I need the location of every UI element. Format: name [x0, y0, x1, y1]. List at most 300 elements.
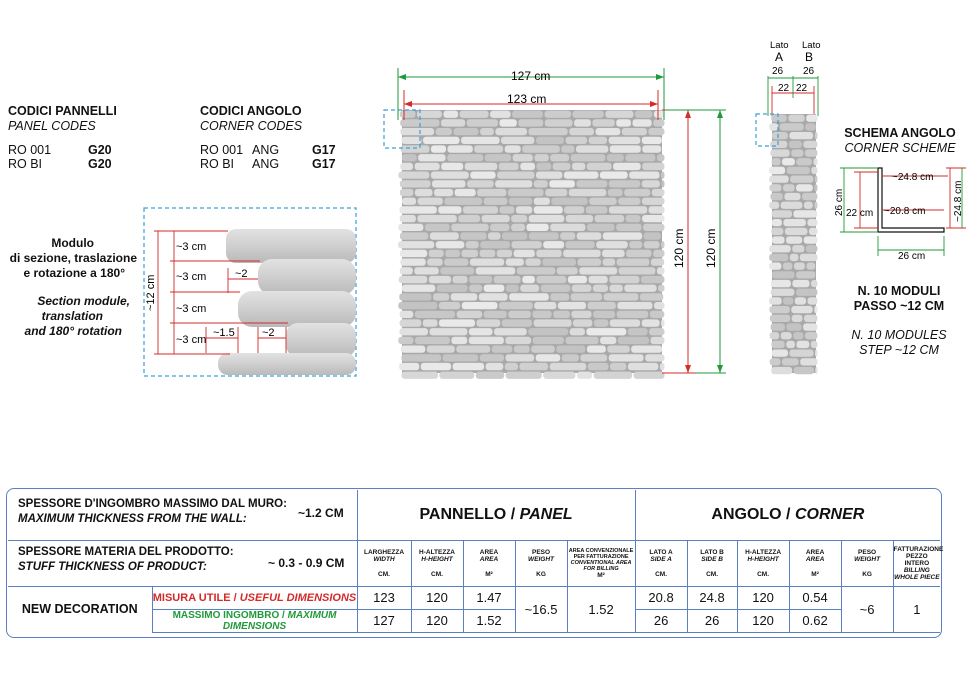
stone [436, 128, 452, 135]
stone [506, 259, 524, 266]
lato-a-inner: 22 [778, 83, 790, 94]
stone [415, 163, 440, 170]
stone [401, 354, 441, 361]
stone [804, 236, 818, 243]
stone [444, 198, 482, 205]
max-height: 120 [411, 609, 463, 632]
stone [226, 229, 356, 263]
module-text-line: e rotazione a 180° [23, 266, 125, 280]
stone [813, 158, 817, 165]
stone [593, 285, 608, 292]
stone [398, 172, 429, 179]
stone [534, 302, 556, 309]
stone [520, 163, 535, 170]
stone [649, 328, 664, 335]
stone [609, 137, 641, 144]
col-header: H-ALTEZZA H-HEIGHT CM. [737, 540, 789, 586]
stone [785, 228, 808, 235]
stone [588, 302, 616, 309]
stone [650, 311, 665, 318]
stone [792, 280, 809, 287]
stone [415, 337, 450, 344]
stone [811, 341, 818, 348]
stone [529, 215, 565, 222]
max-corner-a: 26 [635, 609, 687, 632]
stone [629, 241, 642, 248]
corner-stone-column [769, 114, 818, 374]
stone [811, 167, 817, 174]
panel-header [357, 490, 635, 540]
stone [571, 154, 606, 161]
stone [501, 137, 534, 144]
stone [586, 328, 626, 335]
module-text-line: di sezione, traslazione [9, 251, 137, 265]
col-header: AREA AREA M² [789, 540, 841, 586]
stone [477, 189, 506, 196]
dim-label: ~3 cm [176, 334, 207, 346]
stone [399, 293, 431, 300]
stone [519, 363, 548, 370]
stone [770, 149, 789, 156]
stone [814, 306, 817, 313]
stone [794, 367, 814, 374]
stone [502, 319, 532, 326]
stone [398, 337, 413, 344]
scheme-left-inner: 22 cm [846, 208, 874, 219]
stone [653, 119, 664, 126]
stone [593, 311, 615, 318]
stone [549, 180, 575, 187]
stone [525, 259, 540, 266]
panel-codes [8, 104, 188, 171]
panel-grade: G20 [88, 157, 112, 171]
stone [800, 358, 817, 365]
stone [595, 215, 625, 222]
col-header: PESO WEIGHT KG [841, 540, 893, 586]
stone [576, 180, 607, 187]
stone [657, 154, 665, 161]
stone [793, 210, 817, 217]
stone [796, 289, 818, 296]
stone [616, 119, 631, 126]
stone [571, 293, 602, 300]
stone [634, 372, 665, 379]
stone [610, 285, 623, 292]
stone [454, 128, 479, 135]
lato-a-outer: 26 [772, 66, 784, 77]
stone [586, 206, 608, 213]
stone [451, 293, 478, 300]
stone [490, 224, 509, 231]
stone [511, 215, 527, 222]
stone [781, 202, 803, 209]
stone [566, 241, 595, 248]
stone [807, 219, 817, 226]
stone [455, 189, 476, 196]
stone [815, 367, 817, 374]
panel-inner-width: 123 cm [507, 92, 547, 106]
stone [769, 176, 788, 183]
stone [649, 206, 665, 213]
stone [402, 198, 416, 205]
module-description [0, 236, 137, 339]
stone [461, 250, 478, 257]
stone [461, 137, 500, 144]
panel-grade: G20 [88, 143, 112, 157]
decoration-name: NEW DECORATION [8, 586, 152, 632]
stone [536, 276, 566, 283]
useful-corner-b: 24.8 [687, 586, 737, 609]
stone [528, 328, 568, 335]
stone [802, 193, 818, 200]
module-text-line: translation [41, 309, 103, 323]
stone [460, 232, 486, 239]
stone [499, 302, 533, 309]
stone [543, 372, 575, 379]
max-corner-h: 120 [737, 609, 789, 632]
stone [569, 189, 607, 196]
stone [564, 206, 584, 213]
stone [563, 250, 600, 257]
stone [644, 232, 661, 239]
stone [771, 228, 783, 235]
panel-codes-title: CODICI PANNELLI [8, 104, 117, 118]
stone [806, 245, 818, 252]
stone [771, 323, 785, 330]
col-header: LATO A SIDE A CM. [635, 540, 687, 586]
stone [492, 346, 513, 353]
stone [431, 172, 469, 179]
stone [451, 224, 488, 231]
stone [600, 337, 616, 344]
stone [500, 119, 517, 126]
stone [427, 346, 455, 353]
stone [400, 311, 414, 318]
stone [572, 163, 585, 170]
stone [421, 363, 451, 370]
stone [794, 263, 805, 270]
stone [635, 111, 652, 118]
stone [804, 202, 813, 209]
stone [625, 154, 655, 161]
stone [480, 250, 496, 257]
stone [429, 250, 444, 257]
scheme-right: ~24.8 cm [953, 180, 964, 222]
stone [439, 319, 475, 326]
stone [661, 241, 664, 248]
stone [769, 123, 778, 130]
stone [578, 259, 602, 266]
stone [470, 259, 504, 266]
stone [258, 259, 356, 295]
corner-codes [200, 104, 380, 171]
stone [484, 198, 508, 205]
max-corner-b: 26 [687, 609, 737, 632]
stone [423, 319, 438, 326]
stone [780, 123, 804, 130]
stone [809, 228, 818, 235]
stone [577, 372, 592, 379]
stone [796, 271, 815, 278]
stone [458, 215, 480, 222]
stone [641, 276, 665, 283]
corner-code-suffix: ANG [252, 143, 280, 157]
max-width: 127 [357, 609, 411, 632]
stone [651, 337, 665, 344]
col-header: LATO B SIDE B CM. [687, 540, 737, 586]
stone [529, 232, 559, 239]
stone [592, 119, 614, 126]
max-thickness-it: SPESSORE D'INGOMBRO MASSIMO DAL MURO: [18, 497, 287, 510]
stone [648, 128, 664, 135]
stone [476, 267, 516, 274]
stone [770, 315, 790, 322]
stone [399, 276, 428, 283]
scheme-inner-mid: ~20.8 cm [884, 206, 926, 217]
dim-label: ~3 cm [176, 271, 207, 283]
stone [518, 119, 543, 126]
stone [644, 241, 660, 248]
stone [541, 285, 571, 292]
stone [400, 215, 416, 222]
stone [772, 132, 788, 139]
stone [443, 354, 479, 361]
panel-code-row [8, 143, 188, 157]
stone [402, 372, 439, 379]
stuff-thickness-cell [8, 540, 357, 586]
corner-grade: G17 [312, 157, 336, 171]
stone [520, 285, 539, 292]
stone [589, 198, 617, 205]
stone [516, 206, 532, 213]
stone [469, 285, 482, 292]
stone [218, 353, 356, 375]
stone [607, 346, 630, 353]
stone [545, 119, 573, 126]
module-text-line: Modulo [51, 236, 94, 250]
stone [770, 141, 787, 148]
stone [398, 302, 437, 309]
stone [786, 236, 802, 243]
stone [789, 350, 813, 357]
stone [791, 306, 812, 313]
corner-scheme-subheading: CORNER SCHEME [844, 141, 956, 155]
stone [447, 154, 483, 161]
stone [453, 276, 468, 283]
modules-count-en: N. 10 MODULES [851, 328, 947, 342]
stone [436, 241, 465, 248]
stone [587, 224, 615, 231]
stone [564, 172, 599, 179]
stone [624, 189, 650, 196]
stone [432, 180, 466, 187]
stone [448, 145, 473, 152]
stone [619, 267, 656, 274]
useful-corner-h: 120 [737, 586, 789, 609]
stone [814, 184, 817, 191]
stone [480, 241, 510, 248]
corner-header [635, 490, 940, 540]
stone [400, 180, 431, 187]
lato-b-inner: 22 [796, 83, 808, 94]
stone [596, 241, 628, 248]
stone [477, 319, 501, 326]
stuff-thickness-en: STUFF THICKNESS OF PRODUCT: [18, 561, 207, 573]
modules-step: PASSO ~12 CM [853, 299, 945, 313]
stone [603, 259, 616, 266]
stone [542, 259, 576, 266]
useful-corner-a: 20.8 [635, 586, 687, 609]
stone [400, 267, 413, 274]
stone [570, 328, 585, 335]
dim-label: ~3 cm [176, 303, 207, 315]
stone [463, 206, 498, 213]
stone [568, 276, 587, 283]
stone [771, 289, 795, 296]
stone [815, 176, 818, 183]
scheme-bottom: 26 cm [898, 251, 926, 262]
stone [437, 285, 468, 292]
stone [609, 276, 639, 283]
stone [772, 271, 795, 278]
stone [479, 293, 508, 300]
dim-label: ~3 cm [176, 241, 207, 253]
stone [643, 224, 664, 231]
stone [661, 180, 664, 187]
stone [633, 119, 652, 126]
stone [536, 137, 564, 144]
stone [815, 350, 817, 357]
stone [572, 285, 592, 292]
stone [594, 372, 632, 379]
stone [616, 224, 642, 231]
stone [608, 189, 623, 196]
useful-height: 120 [411, 586, 463, 609]
stone [550, 363, 587, 370]
col-header: AREA CONVENZIONALE PER FATTURAZIONE CONVENTIONAL AREA FOR BILLING M² [567, 540, 635, 586]
module-text-line: Section module, [37, 294, 130, 308]
panel-inner-height: 120 cm [672, 228, 686, 268]
stone [771, 115, 787, 122]
stone [654, 302, 665, 309]
stone [589, 137, 608, 144]
stone [645, 354, 664, 361]
stone [791, 149, 803, 156]
stone [580, 354, 607, 361]
stone [439, 372, 474, 379]
stone [517, 267, 556, 274]
corner-header-it: ANGOLO / [711, 505, 795, 523]
stone [792, 315, 803, 322]
stone [782, 158, 795, 165]
corner-scheme-heading: SCHEMA ANGOLO [844, 126, 956, 140]
stone [626, 250, 652, 257]
stone [529, 128, 568, 135]
stone [640, 293, 663, 300]
stone [642, 163, 664, 170]
stone [789, 141, 802, 148]
stone [795, 297, 806, 304]
dim-label: ~2 [235, 268, 248, 280]
stone [506, 285, 519, 292]
stone [440, 267, 474, 274]
max-dimensions-label: MASSIMO INGOMBRO / MAXIMUM DIMENSIONS [152, 609, 357, 632]
module-detail-drawing [140, 205, 360, 380]
stone [769, 167, 785, 174]
stone [793, 332, 803, 339]
stone [553, 163, 571, 170]
stone [441, 163, 463, 170]
stone [534, 206, 563, 213]
stone [469, 328, 493, 335]
lato-a-letter: A [775, 50, 784, 64]
stone [400, 128, 434, 135]
stone [571, 311, 591, 318]
stone [811, 280, 818, 287]
max-thickness-cell [8, 490, 357, 540]
stone [642, 180, 660, 187]
stone [628, 363, 659, 370]
stone [771, 280, 791, 287]
stone [429, 276, 451, 283]
stone [609, 354, 644, 361]
stone [550, 224, 585, 231]
stone [508, 189, 544, 196]
stone [576, 145, 608, 152]
stone [657, 267, 665, 274]
stone [661, 172, 665, 179]
stone [506, 354, 535, 361]
stone [783, 184, 795, 191]
stone [480, 128, 494, 135]
stone [792, 245, 804, 252]
stone [609, 180, 641, 187]
panel-codes-subtitle: PANEL CODES [8, 119, 96, 133]
stone [642, 137, 662, 144]
stone [769, 245, 790, 252]
stone [770, 193, 783, 200]
useful-width: 123 [357, 586, 411, 609]
stone [805, 332, 818, 339]
corner-billing: 1 [893, 586, 940, 632]
stone [551, 198, 587, 205]
stone [790, 254, 799, 261]
stone [602, 250, 625, 257]
stone [494, 328, 527, 335]
stone [770, 332, 780, 339]
stone [783, 263, 793, 270]
stone [604, 293, 639, 300]
stone [400, 163, 413, 170]
stone [566, 337, 599, 344]
stone [474, 145, 503, 152]
stone [505, 337, 531, 344]
stone [484, 311, 507, 318]
stone [527, 224, 549, 231]
corner-codes-title: CODICI ANGOLO [200, 104, 302, 118]
useful-dimensions-label: MISURA UTILE / USEFUL DIMENSIONS [152, 586, 357, 609]
stone [790, 176, 813, 183]
stone [456, 346, 490, 353]
stone [783, 219, 806, 226]
stone [536, 163, 551, 170]
max-thickness-value: ~1.2 CM [298, 505, 344, 520]
stone [465, 163, 498, 170]
stone [445, 250, 460, 257]
stone [654, 111, 665, 118]
stone [453, 363, 485, 370]
lato-b-letter: B [805, 50, 814, 64]
